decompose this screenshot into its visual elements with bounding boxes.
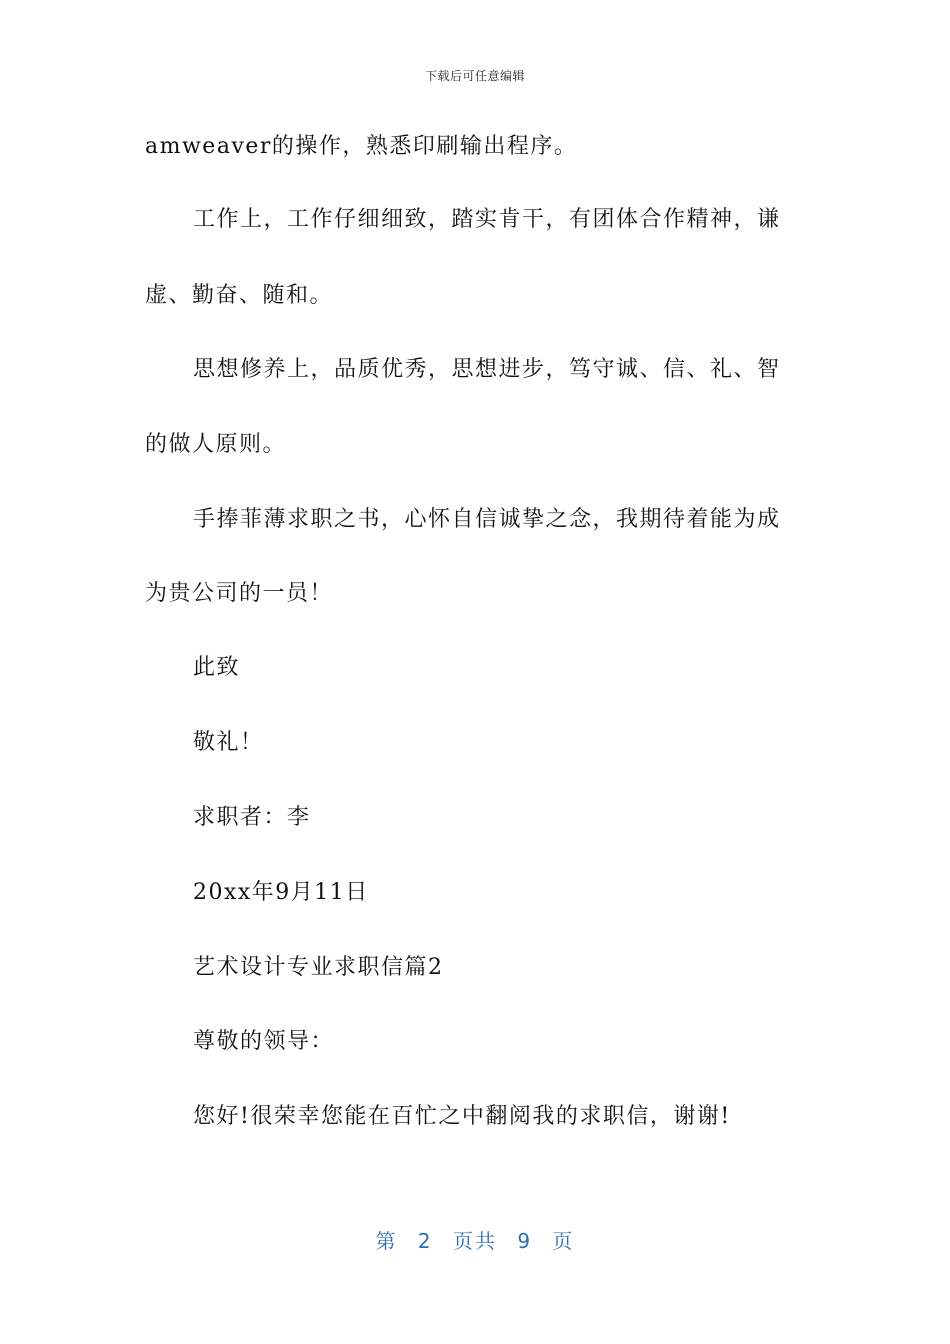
body-line-3: 虚、勤奋、随和。 <box>145 283 334 308</box>
body-line-11: 20xx年9月11日 <box>193 880 369 905</box>
page-footer: 第 2 页共 9 页 <box>375 1229 575 1253</box>
body-line-7: 为贵公司的一员！ <box>145 581 334 606</box>
body-line-12: 艺术设计专业求职信篇2 <box>193 955 444 980</box>
body-line-13: 尊敬的领导： <box>193 1029 335 1054</box>
body-line-10: 求职者：李 <box>193 805 311 830</box>
body-line-6: 手捧菲薄求职之书，心怀自信诚挚之念，我期待着能为成 <box>193 507 781 532</box>
body-line-4: 思想修养上，品质优秀，思想进步，笃守诚、信、礼、智 <box>193 357 781 382</box>
page-header: 下载后可任意编辑 <box>424 69 525 83</box>
body-line-1: amweaver的操作，熟悉印刷输出程序。 <box>145 134 578 159</box>
body-line-5: 的做人原则。 <box>145 432 287 457</box>
body-line-9: 敬礼！ <box>193 730 264 755</box>
body-line-2: 工作上，工作仔细细致，踏实肯干，有团体合作精神，谦 <box>193 207 781 232</box>
body-line-14: 您好!很荣幸您能在百忙之中翻阅我的求职信，谢谢! <box>193 1104 731 1129</box>
body-line-8: 此致 <box>193 655 241 680</box>
